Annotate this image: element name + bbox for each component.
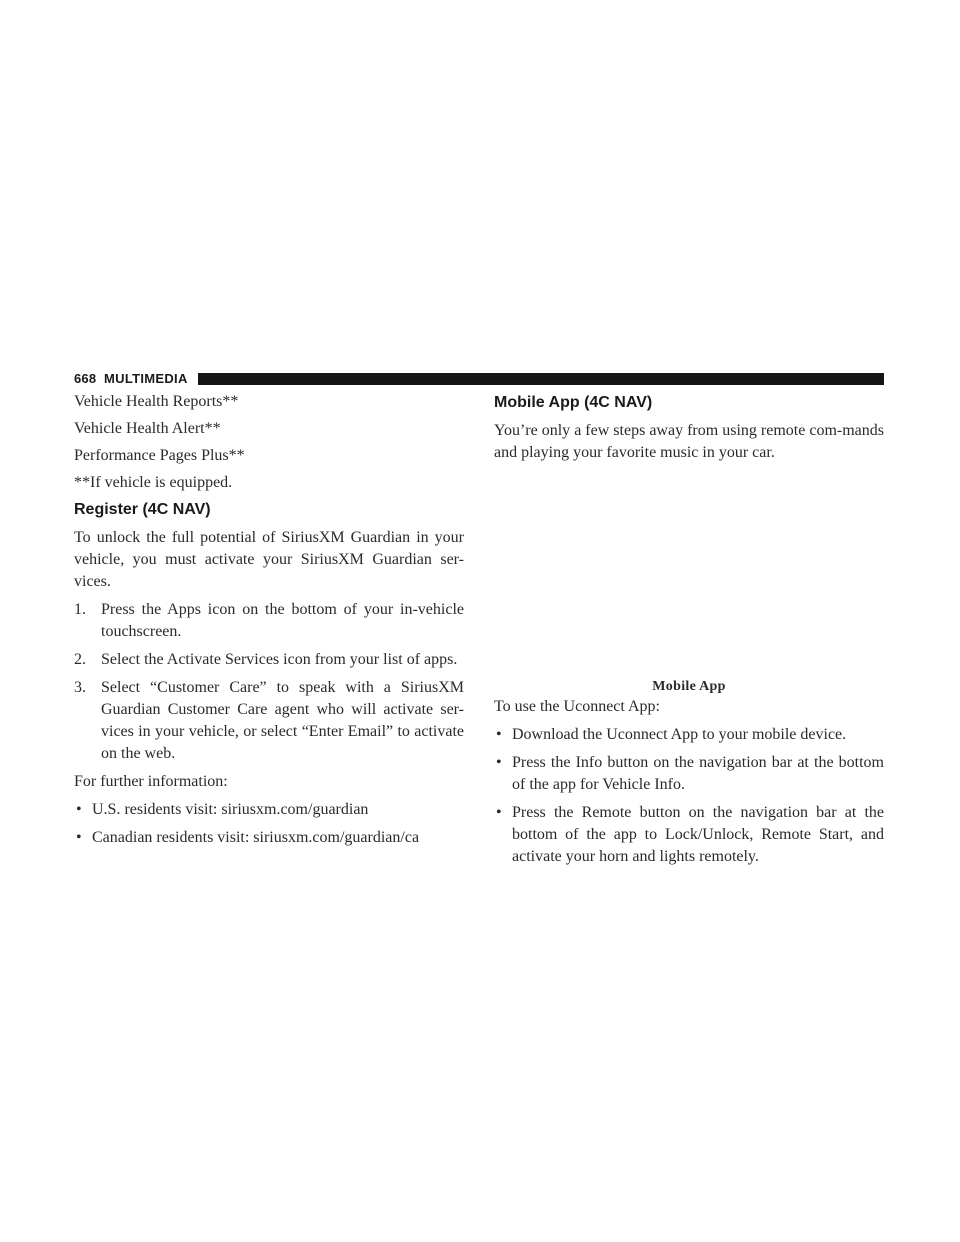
bullet-icon: • bbox=[496, 726, 502, 743]
feature-item: Vehicle Health Alert** bbox=[74, 420, 221, 437]
section-title: MULTIMEDIA bbox=[104, 371, 188, 386]
link-text: Canadian residents visit: siriusxm.com/guardian/ca bbox=[92, 829, 420, 846]
page-header bbox=[74, 372, 884, 386]
bullet-icon: • bbox=[496, 804, 502, 821]
mobile-app-intro: You’re only a few steps away from using remote com-mands and playing your favorite music in your car. bbox=[494, 422, 884, 461]
feature-item: Performance Pages Plus** bbox=[74, 447, 245, 464]
register-steps bbox=[74, 599, 464, 765]
info-links bbox=[74, 799, 464, 849]
register-intro: To unlock the full potential of SiriusXM Guardian in your vehicle, you must activate your SiriusXM Guardian ser-vices. bbox=[74, 529, 464, 590]
step-text: Select “Customer Care” to speak with a SiriusXM Guardian Customer Care agent who will activate ser-vices in your vehicle, or select “Enter Email” to activate on the web. bbox=[101, 679, 464, 762]
step-text: Select the Activate Services icon from your list of apps. bbox=[101, 651, 458, 668]
left-column bbox=[74, 391, 464, 849]
step-item bbox=[74, 677, 464, 765]
list-item bbox=[74, 827, 464, 849]
page-number: 668 bbox=[74, 371, 97, 386]
bullet-icon: • bbox=[496, 754, 502, 771]
list-item bbox=[74, 799, 464, 821]
app-bullets bbox=[494, 724, 884, 868]
bullet-text: Press the Info button on the navigation bar at the bottom of the app for Vehicle Info. bbox=[512, 754, 884, 793]
step-number: 1. bbox=[74, 601, 86, 618]
list-item bbox=[494, 724, 884, 746]
further-info: For further information: bbox=[74, 773, 228, 790]
bullet-icon: • bbox=[76, 829, 82, 846]
step-number: 2. bbox=[74, 651, 86, 668]
register-heading: Register (4C NAV) bbox=[74, 501, 211, 518]
step-item bbox=[74, 599, 464, 643]
step-item bbox=[74, 649, 464, 671]
bullet-text: Press the Remote button on the navigation bar at the bottom of the app to Lock/Unlock, Remote Start, and activate your horn and lights remotely. bbox=[512, 804, 884, 865]
figure-placeholder bbox=[494, 478, 884, 678]
feature-item: Vehicle Health Reports** bbox=[74, 393, 239, 410]
step-number: 3. bbox=[74, 679, 86, 696]
figure-caption: Mobile App bbox=[652, 679, 726, 694]
step-text: Press the Apps icon on the bottom of your in-vehicle touchscreen. bbox=[101, 601, 464, 640]
header-rule bbox=[198, 373, 884, 385]
bullet-text: Download the Uconnect App to your mobile device. bbox=[512, 726, 847, 743]
right-column bbox=[494, 391, 884, 868]
footnote: **If vehicle is equipped. bbox=[74, 474, 233, 491]
use-intro: To use the Uconnect App: bbox=[494, 698, 660, 715]
list-item bbox=[494, 802, 884, 868]
list-item bbox=[494, 752, 884, 796]
bullet-icon: • bbox=[76, 801, 82, 818]
mobile-app-heading: Mobile App (4C NAV) bbox=[494, 394, 653, 411]
link-text: U.S. residents visit: siriusxm.com/guardian bbox=[92, 801, 369, 818]
